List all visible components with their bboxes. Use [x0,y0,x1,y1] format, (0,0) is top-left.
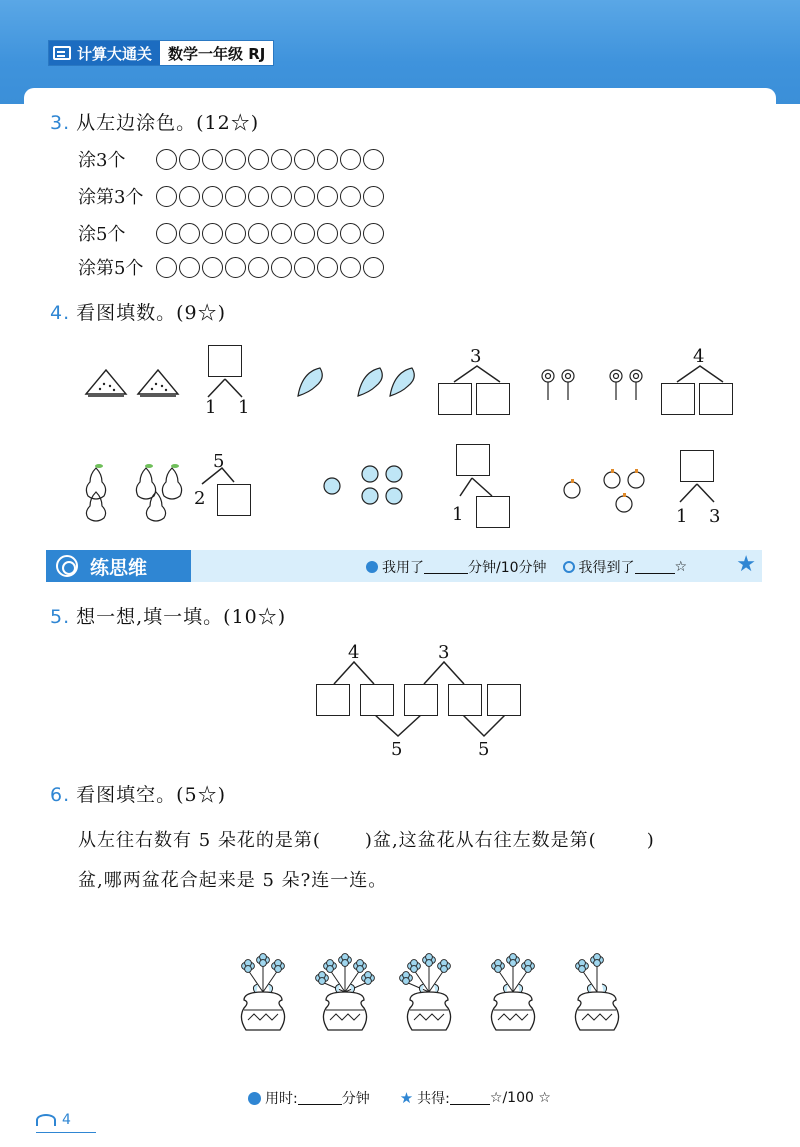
flower [423,954,436,967]
line-text: ) [646,830,655,851]
circle-row [78,183,384,209]
score-label: 共得: [417,1091,450,1107]
section-banner [46,550,762,582]
flower-pot-icon [392,948,466,1038]
flower-pot-icon [226,948,300,1038]
circle[interactable] [179,223,200,244]
circle[interactable] [294,186,315,207]
top-number: 4 [348,642,360,663]
split-lines [200,466,250,486]
circle[interactable] [225,257,246,278]
circle[interactable] [317,257,338,278]
score-blank[interactable] [450,1091,490,1105]
flower-pot-icon [308,948,382,1038]
orange-icon [560,466,650,516]
flower-pot-icon [560,948,634,1038]
header-brand [49,41,160,65]
circle[interactable] [179,186,200,207]
row-label: 涂5个 [78,224,126,245]
question-6-line-2: 盆,哪两盆花合起来是 5 朵?连一连。 [78,870,388,891]
star-icon: ★ [736,552,756,577]
circle[interactable] [363,223,384,244]
question-3-title [50,108,259,135]
circle[interactable] [340,223,361,244]
top-number: 5 [213,451,225,472]
circle[interactable] [248,223,269,244]
circle[interactable] [317,223,338,244]
row-label: 涂第3个 [78,187,144,208]
answer-box[interactable] [680,450,714,482]
bottom-number: 5 [391,739,403,760]
flower [316,972,329,985]
question-text: 想一想,填一填。(10☆) [76,606,287,628]
circle-group [156,223,384,244]
flower [400,972,413,985]
circle[interactable] [363,186,384,207]
header-bar [48,40,274,66]
answer-box[interactable] [217,484,251,516]
left-number: 2 [194,488,206,509]
split-lines [452,476,502,498]
flower [591,954,604,967]
top-number: 3 [438,642,450,663]
timer-icon [366,561,378,573]
split-lines [200,377,250,399]
question-number: 6. [50,784,71,806]
got-suffix: ☆ [674,559,688,575]
bottom-right-number: 1 [238,397,250,418]
circle[interactable] [156,223,177,244]
circle[interactable] [248,149,269,170]
circle[interactable] [340,186,361,207]
circle[interactable] [317,149,338,170]
bottom-left-number: 1 [452,504,464,525]
circle-group [156,257,384,278]
circle[interactable] [271,223,292,244]
bottom-number: 5 [478,739,490,760]
question-6-line-1 [78,826,655,852]
answer-box[interactable] [438,383,472,415]
circle[interactable] [248,186,269,207]
flower [354,960,367,973]
merge-lines [675,364,725,384]
circle[interactable] [225,149,246,170]
flower [257,954,270,967]
swirl-icon [36,1114,56,1126]
circle-row [78,254,384,280]
header-curve [24,88,776,108]
circle[interactable] [156,149,177,170]
question-number: 4. [50,302,71,324]
flower [492,960,505,973]
got-score-blank[interactable] [635,560,675,574]
question-4-title [50,298,226,325]
answer-box[interactable] [448,684,482,716]
check-icon [563,561,575,573]
circle-row [78,146,384,172]
bottom-left-number: 1 [205,397,217,418]
header-subject: 数学一年级 RJ [168,44,266,63]
time-unit: 分钟 [341,1091,370,1107]
section-title-block [46,550,191,582]
brand-text: 计算大通关 [77,44,153,63]
flower [507,954,520,967]
page-underline [36,1132,96,1133]
circle[interactable] [225,223,246,244]
merge-lines [452,364,502,384]
book-icon [53,46,71,60]
answer-box[interactable] [360,684,394,716]
circle[interactable] [202,257,223,278]
lollipop-icon [540,366,650,406]
circle[interactable] [156,186,177,207]
answer-box[interactable] [699,383,733,415]
circle-row [78,220,384,246]
star-icon: ★ [399,1089,414,1107]
circle[interactable] [179,149,200,170]
circle[interactable] [294,149,315,170]
top-number: 3 [470,346,482,367]
circle[interactable] [271,257,292,278]
circle[interactable] [156,257,177,278]
flower [522,960,535,973]
line-text: 从左往右数有 5 朵花的是第( [78,830,321,851]
score-suffix: ☆/100 ☆ [489,1090,551,1106]
section-title: 练思维 [90,556,148,579]
answer-box[interactable] [661,383,695,415]
circle[interactable] [248,257,269,278]
answer-box[interactable] [476,496,510,528]
line-text: )盆,这盆花从右往左数是第( [364,830,597,851]
question-6-title [50,780,226,807]
question-5-title [50,602,286,629]
question-number: 5. [50,606,71,628]
circle[interactable] [202,223,223,244]
watermelon-icon [82,360,182,400]
circle[interactable] [271,149,292,170]
answer-box[interactable] [476,383,510,415]
answer-box[interactable] [456,444,490,476]
circle-group [156,186,384,207]
circle[interactable] [363,149,384,170]
brain-icon [56,555,78,577]
bottom-right-number: 3 [709,506,721,527]
circle[interactable] [363,257,384,278]
flower [408,960,421,973]
bottom-left-number: 1 [676,506,688,527]
question-text: 从左边涂色。(12☆) [76,112,260,134]
used-time-blank[interactable] [424,560,468,574]
flower [242,960,255,973]
top-number: 4 [693,346,705,367]
butterfly-icon [296,362,426,402]
answer-box[interactable] [487,684,521,716]
question-number: 3. [50,112,71,134]
flower [324,960,337,973]
flower [339,954,352,967]
flower [362,972,375,985]
used-label: 我用了 [382,560,424,576]
strawberry-icon [320,462,410,518]
row-label: 涂第5个 [78,258,144,279]
section-progress [366,557,687,577]
flower-pot-icon [476,948,550,1038]
page-number-text: 4 [62,1112,71,1128]
got-label: 我得到了 [578,560,635,576]
circle[interactable] [294,257,315,278]
page-number [36,1112,71,1128]
clock-icon [248,1092,261,1105]
used-suffix: 分钟/10分钟 [468,560,547,576]
circle[interactable] [179,257,200,278]
answer-box[interactable] [208,345,242,377]
circle[interactable] [294,223,315,244]
question-text: 看图填数。(9☆) [76,302,227,324]
time-label: 用时: [265,1091,298,1107]
answer-box[interactable] [404,684,438,716]
circle[interactable] [340,149,361,170]
circle[interactable] [340,257,361,278]
time-blank[interactable] [298,1091,342,1105]
pear-icon [80,460,190,524]
circle[interactable] [317,186,338,207]
split-lines [672,482,722,504]
circle[interactable] [202,186,223,207]
question-text: 看图填空。(5☆) [76,784,227,806]
circle-group [156,149,384,170]
flower [438,960,451,973]
row-label: 涂3个 [78,150,126,171]
circle[interactable] [271,186,292,207]
circle[interactable] [225,186,246,207]
flower [576,960,589,973]
flower [272,960,285,973]
footer [248,1088,551,1108]
circle[interactable] [202,149,223,170]
answer-box[interactable] [316,684,350,716]
